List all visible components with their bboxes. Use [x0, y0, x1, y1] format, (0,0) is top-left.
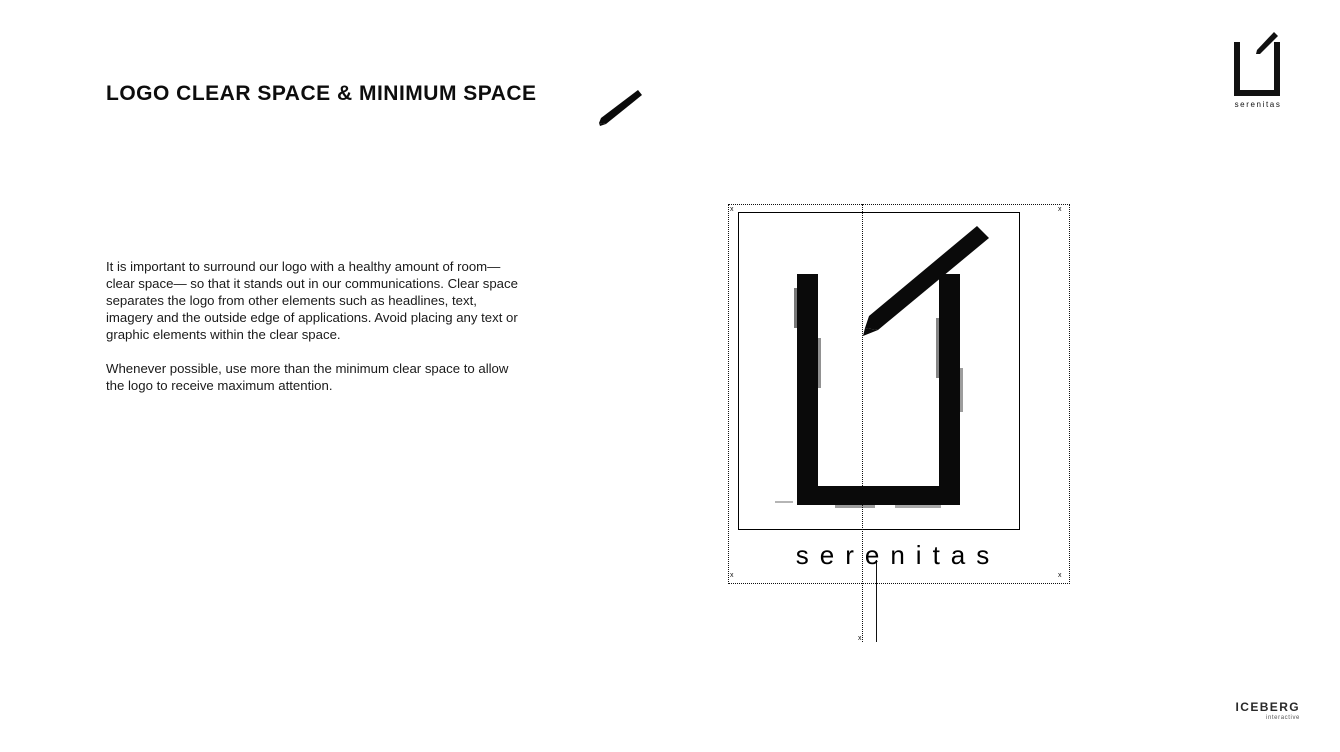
- footer-brand: [1208, 700, 1300, 721]
- brand-wordmark: serenitas: [1234, 100, 1282, 109]
- serenitas-u-mark-icon: [745, 218, 1013, 518]
- bottom-measure-mark: x: [858, 635, 862, 642]
- body-paragraph-2: Whenever possible, use more than the minimum clear space to allow the logo to receive maximum attention.: [106, 361, 509, 393]
- brush-stroke-icon: [596, 88, 644, 128]
- corner-mark-top-right: x: [1058, 206, 1062, 213]
- diagram-wordmark: serenitas: [795, 540, 1001, 570]
- body-copy: [106, 258, 526, 394]
- clear-space-diagram: [700, 180, 1120, 680]
- corner-mark-top-left: x: [730, 206, 734, 213]
- body-paragraph-1: It is important to surround our logo with a healthy amount of room—clear space— so that it stands out in our communications. Clear space separates the logo from other elements such as headlines, text, imagery and the outside edge of applications. Avoid placing any text or graphic elements within the clear space.: [106, 259, 518, 342]
- page-title: LOGO CLEAR SPACE & MINIMUM SPACE: [106, 82, 537, 105]
- vertical-measure-line: [876, 560, 877, 642]
- corner-mark-bottom-left: x: [730, 572, 734, 579]
- corner-mark-bottom-right: x: [1058, 572, 1062, 579]
- footer-tagline: interactive: [1266, 715, 1300, 721]
- footer-company-name: ICEBERG: [1235, 700, 1300, 714]
